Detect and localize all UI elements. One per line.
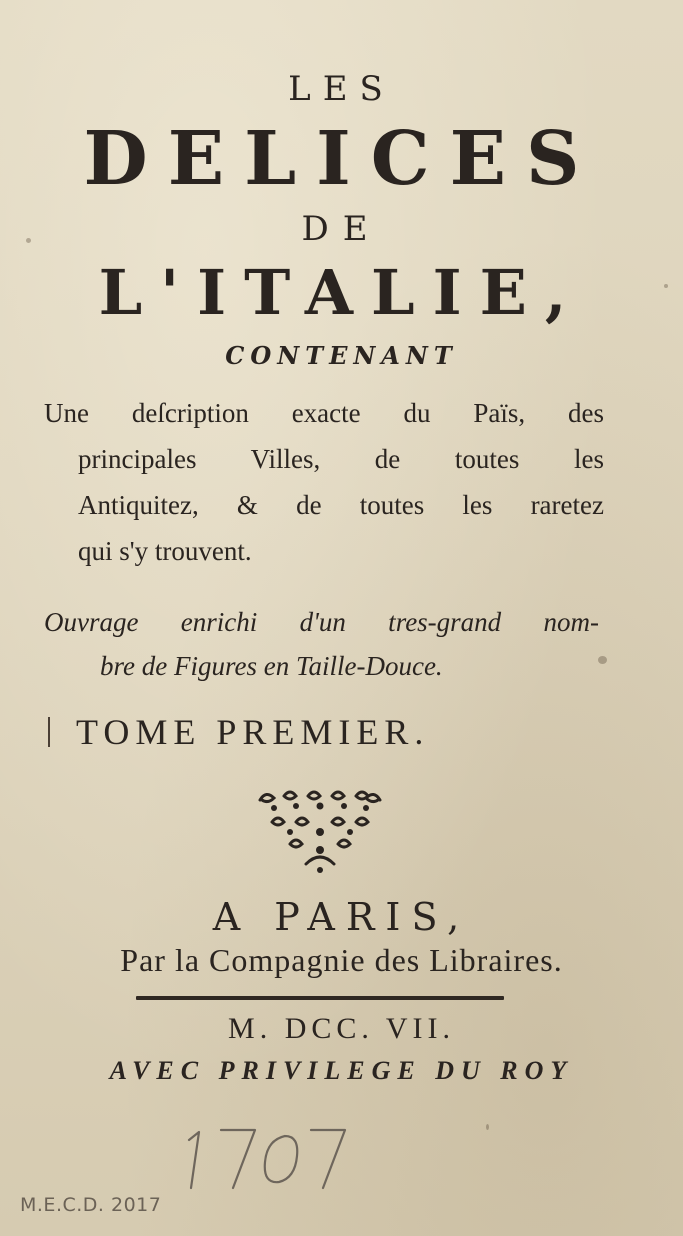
watermark-text: M.E.C.D. 2017 bbox=[20, 1194, 162, 1216]
paper-speck bbox=[598, 656, 607, 664]
imprint-publisher: Par la Compagnie des Libraires. bbox=[120, 942, 563, 978]
title-de: DE bbox=[301, 209, 382, 249]
fleuron-ornament-icon bbox=[250, 786, 390, 876]
imprint-date: M. DCC. VII. bbox=[228, 1012, 455, 1045]
description-block bbox=[44, 390, 604, 574]
ouvrage-line: bre de Figures en Taille-Douce. bbox=[100, 651, 443, 681]
description-line: Une deſcription exacte du Païs, des bbox=[44, 398, 604, 428]
handwritten-year bbox=[175, 1118, 355, 1198]
title-les: LES bbox=[288, 69, 395, 109]
margin-mark bbox=[48, 717, 50, 747]
subtitle-contenant: CONTENANT bbox=[225, 341, 458, 370]
paper-speck bbox=[26, 238, 31, 243]
tome-text: TOME PREMIER. bbox=[76, 712, 430, 752]
ouvrage-block bbox=[44, 600, 599, 688]
tome-heading bbox=[48, 714, 568, 750]
title-delices: DELICES bbox=[83, 116, 600, 202]
title-italie: L'ITALIE, bbox=[98, 256, 585, 329]
paper-speck bbox=[664, 284, 668, 288]
paper-speck bbox=[486, 1124, 489, 1130]
imprint-place: A PARIS, bbox=[212, 895, 471, 939]
imprint-rule bbox=[136, 996, 504, 1000]
description-line: qui s'y trouvent. bbox=[78, 536, 252, 566]
ouvrage-line: Ouvrage enrichi d'un tres-grand nom- bbox=[44, 607, 599, 637]
description-line: Antiquitez, & de toutes les raretez bbox=[78, 490, 604, 520]
privilege-line: AVEC PRIVILEGE DU ROY bbox=[109, 1056, 574, 1085]
description-line: principales Villes, de toutes les bbox=[78, 444, 604, 474]
